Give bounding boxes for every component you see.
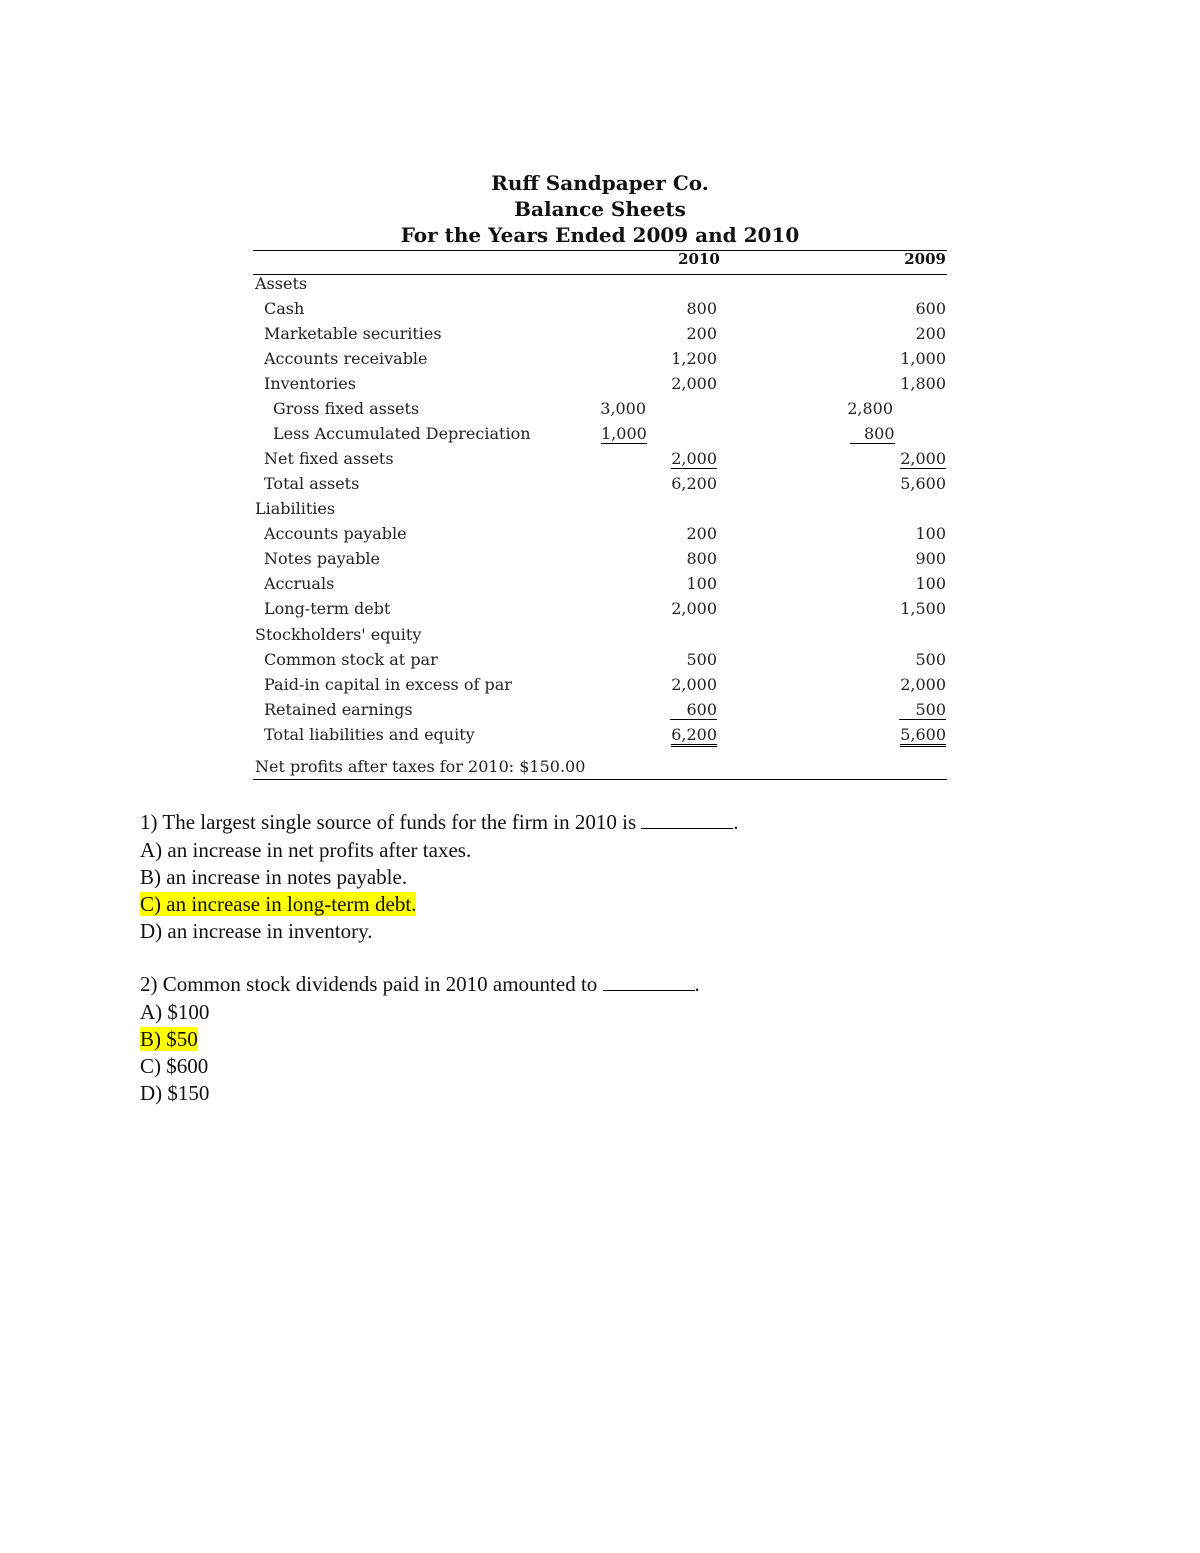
table-row-common-stock (253, 650, 947, 675)
row-label: Stockholders' equity (255, 625, 422, 644)
net-profits-note: Net profits after taxes for 2010: $150.00 (255, 757, 586, 776)
table-row-liabilities-heading (253, 499, 947, 524)
value-2010: 6,200 (671, 725, 717, 747)
table-row-equity-heading (253, 625, 947, 650)
row-label: Common stock at par (264, 650, 438, 669)
table-row-retained-earnings (253, 700, 947, 725)
value-2010: 2,000 (671, 374, 717, 393)
row-label: Accounts receivable (264, 349, 428, 368)
question-2-option-c: C) $600 (140, 1054, 209, 1078)
value-2010: 2,000 (671, 675, 717, 694)
table-row-accounts-receivable (253, 349, 947, 374)
question-1-prompt: 1) The largest single source of funds for the firm in 2010 is . (140, 810, 739, 834)
table-row-accruals (253, 574, 947, 599)
subvalue-2010: 1,000 (601, 424, 647, 443)
row-label: Net fixed assets (264, 449, 394, 468)
row-label: Inventories (264, 374, 356, 393)
question-1-option-a: A) an increase in net profits after taxes. (140, 838, 472, 862)
value-2009: 900 (915, 549, 946, 568)
row-label: Liabilities (255, 499, 336, 518)
value-2009: 1,000 (900, 349, 946, 368)
answer-blank (641, 810, 733, 829)
row-label: Assets (255, 274, 308, 293)
value-2010: 2,000 (671, 449, 717, 468)
table-row-net-fixed-assets (253, 449, 947, 474)
value-2010: 600 (670, 700, 717, 720)
table-row-gross-fixed-assets (253, 399, 947, 424)
value-2010: 800 (686, 549, 717, 568)
value-2009: 1,500 (900, 599, 946, 618)
question-1-option-b: B) an increase in notes payable. (140, 865, 408, 889)
value-2009: 2,000 (900, 449, 946, 468)
statement-title: Balance Sheets (514, 197, 686, 221)
subvalue-2009: 800 (850, 424, 895, 444)
question-1-option-c-highlighted: C) an increase in long-term debt. (140, 892, 417, 916)
value-2009: 600 (915, 299, 946, 318)
value-2009: 5,600 (900, 725, 946, 747)
row-label: Retained earnings (264, 700, 413, 719)
table-row-paid-in-capital (253, 675, 947, 700)
row-label: Paid-in capital in excess of par (264, 675, 512, 694)
table-row-accumulated-depreciation (253, 424, 947, 449)
table-row-accounts-payable (253, 524, 947, 549)
subvalue-2009: 2,800 (847, 399, 893, 418)
value-2009: 500 (899, 700, 946, 720)
table-row-long-term-debt (253, 599, 947, 624)
question-2-option-a: A) $100 (140, 1000, 210, 1024)
column-header-2009: 2009 (904, 250, 946, 268)
table-row-total-assets (253, 474, 947, 499)
question-2-prompt: 2) Common stock dividends paid in 2010 amounted to . (140, 972, 700, 996)
row-label: Notes payable (264, 549, 381, 568)
row-label: Accruals (264, 574, 335, 593)
value-2010: 6,200 (671, 474, 717, 493)
value-2010: 200 (686, 324, 717, 343)
value-2010: 800 (686, 299, 717, 318)
answer-blank (603, 972, 695, 991)
table-top-rule (253, 250, 947, 251)
table-row-total-liabilities-equity (253, 725, 947, 750)
company-title: Ruff Sandpaper Co. (491, 171, 709, 195)
question-1-option-d: D) an increase in inventory. (140, 919, 373, 943)
value-2010: 200 (686, 524, 717, 543)
question-2-option-d: D) $150 (140, 1081, 210, 1105)
subvalue-2010: 3,000 (600, 399, 646, 418)
table-row-cash (253, 299, 947, 324)
table-row-assets-heading (253, 274, 947, 299)
row-label: Total assets (264, 474, 360, 493)
row-label: Accounts payable (264, 524, 407, 543)
value-2010: 2,000 (671, 599, 717, 618)
row-label: Total liabilities and equity (264, 725, 475, 744)
table-row-notes-payable (253, 549, 947, 574)
value-2009: 100 (915, 524, 946, 543)
period-title: For the Years Ended 2009 and 2010 (400, 223, 800, 247)
value-2009: 500 (915, 650, 946, 669)
table-row-inventories (253, 374, 947, 399)
row-label: Long-term debt (264, 599, 391, 618)
value-2009: 1,800 (900, 374, 946, 393)
value-2009: 2,000 (900, 675, 946, 694)
row-label: Gross fixed assets (273, 399, 420, 418)
table-bottom-rule (253, 779, 947, 780)
column-header-2010: 2010 (678, 250, 720, 268)
value-2010: 100 (686, 574, 717, 593)
table-row-marketable-securities (253, 324, 947, 349)
value-2009: 200 (915, 324, 946, 343)
row-label: Cash (264, 299, 305, 318)
row-label: Marketable securities (264, 324, 442, 343)
value-2009: 5,600 (900, 474, 946, 493)
value-2010: 500 (686, 650, 717, 669)
row-label: Less Accumulated Depreciation (273, 424, 531, 443)
question-2-option-b-highlighted: B) $50 (140, 1027, 198, 1051)
value-2009: 100 (915, 574, 946, 593)
value-2010: 1,200 (671, 349, 717, 368)
